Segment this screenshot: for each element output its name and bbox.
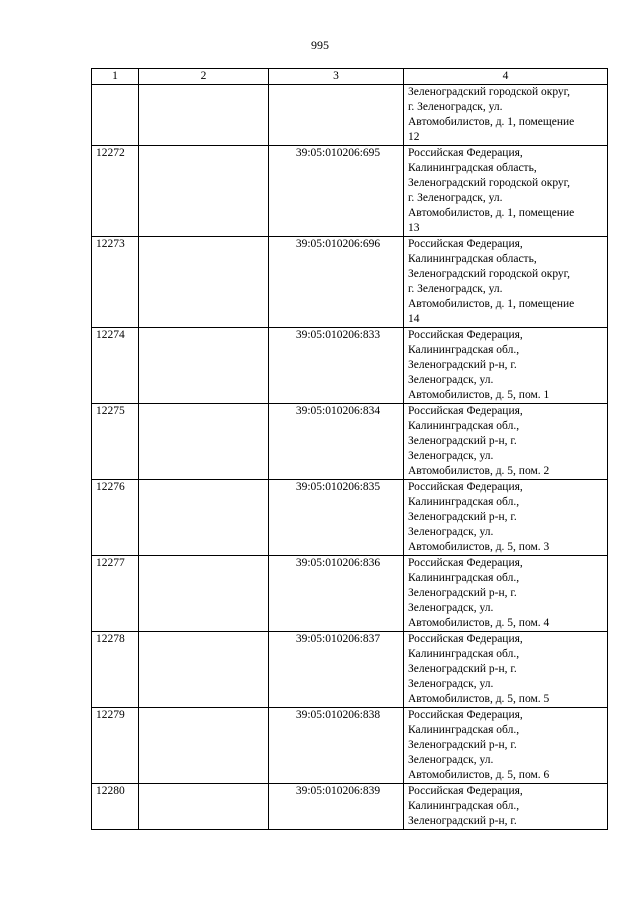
table-header <box>92 69 608 85</box>
cadastral-number-cell: 39:05:010206:837 <box>269 632 404 708</box>
address-line: Зеленоградский городской округ, <box>408 86 570 98</box>
table-body <box>92 85 608 830</box>
column-2-cell <box>139 146 269 237</box>
column-2-cell <box>139 328 269 404</box>
address-line: Зеленоградск, ул. <box>408 526 494 538</box>
address-cell <box>404 404 608 480</box>
column-header-2: 2 <box>139 69 269 85</box>
row-number-cell: 12275 <box>92 404 139 480</box>
address-cell <box>404 85 608 146</box>
address-line: Калининградская обл., <box>408 648 520 660</box>
address-line: Зеленоградский р-н, г. <box>408 663 517 675</box>
address-line: Зеленоградск, ул. <box>408 602 494 614</box>
address-line: Зеленоградский р-н, г. <box>408 587 517 599</box>
address-line: Зеленоградский городской округ, <box>408 268 570 280</box>
column-header-1: 1 <box>92 69 139 85</box>
address-line: Российская Федерация, <box>408 481 523 493</box>
address-cell <box>404 632 608 708</box>
table-row <box>92 85 608 146</box>
page-number: 995 <box>311 38 329 52</box>
table-row <box>92 708 608 784</box>
column-2-cell <box>139 708 269 784</box>
cadastral-number-cell: 39:05:010206:696 <box>269 237 404 328</box>
cadastral-number-cell: 39:05:010206:695 <box>269 146 404 237</box>
address-line: Калининградская обл., <box>408 800 520 812</box>
address-line: 12 <box>408 131 420 143</box>
address-line: Калининградская обл., <box>408 724 520 736</box>
column-2-cell <box>139 237 269 328</box>
address-line: Зеленоградский р-н, г. <box>408 435 517 447</box>
address-cell <box>404 784 608 830</box>
address-line: Российская Федерация, <box>408 238 523 250</box>
column-2-cell <box>139 632 269 708</box>
table-row <box>92 632 608 708</box>
address-line: Калининградская обл., <box>408 420 520 432</box>
column-2-cell <box>139 404 269 480</box>
address-line: Калининградская обл., <box>408 572 520 584</box>
address-line: Российская Федерация, <box>408 329 523 341</box>
row-number-cell: 12273 <box>92 237 139 328</box>
header-row <box>92 69 608 85</box>
registry-table <box>91 68 608 830</box>
address-line: Автомобилистов, д. 5, пом. 4 <box>408 617 550 629</box>
table-row <box>92 146 608 237</box>
address-line: Российская Федерация, <box>408 147 523 159</box>
row-number-cell: 12278 <box>92 632 139 708</box>
address-line: Зеленоградск, ул. <box>408 374 494 386</box>
address-line: Автомобилистов, д. 5, пом. 3 <box>408 541 550 553</box>
cadastral-number-cell: 39:05:010206:838 <box>269 708 404 784</box>
address-line: Зеленоградский р-н, г. <box>408 739 517 751</box>
cadastral-number-cell: 39:05:010206:836 <box>269 556 404 632</box>
column-header-4: 4 <box>404 69 608 85</box>
address-line: Зеленоградский городской округ, <box>408 177 570 189</box>
cadastral-number-cell: 39:05:010206:839 <box>269 784 404 830</box>
address-line: Калининградская обл., <box>408 496 520 508</box>
address-line: Автомобилистов, д. 1, помещение <box>408 298 575 310</box>
address-line: г. Зеленоградск, ул. <box>408 192 503 204</box>
address-line: Зеленоградский р-н, г. <box>408 815 517 827</box>
address-line: Зеленоградск, ул. <box>408 450 494 462</box>
row-number-cell: 12276 <box>92 480 139 556</box>
address-cell <box>404 237 608 328</box>
column-2-cell <box>139 480 269 556</box>
address-line: Зеленоградск, ул. <box>408 678 494 690</box>
cadastral-number-cell: 39:05:010206:834 <box>269 404 404 480</box>
address-cell <box>404 328 608 404</box>
address-line: Российская Федерация, <box>408 405 523 417</box>
address-line: г. Зеленоградск, ул. <box>408 101 503 113</box>
address-line: Калининградская обл., <box>408 344 520 356</box>
address-line: Автомобилистов, д. 1, помещение <box>408 116 575 128</box>
table-row <box>92 480 608 556</box>
address-line: Российская Федерация, <box>408 633 523 645</box>
address-line: Российская Федерация, <box>408 709 523 721</box>
table-row <box>92 556 608 632</box>
table-row <box>92 404 608 480</box>
row-number-cell <box>92 85 139 146</box>
table-row <box>92 328 608 404</box>
address-line: Калининградская область, <box>408 162 537 174</box>
column-2-cell <box>139 556 269 632</box>
address-line: 14 <box>408 313 420 325</box>
address-line: Автомобилистов, д. 5, пом. 6 <box>408 769 550 781</box>
column-2-cell <box>139 784 269 830</box>
column-header-3: 3 <box>269 69 404 85</box>
row-number-cell: 12279 <box>92 708 139 784</box>
address-line: Зеленоградск, ул. <box>408 754 494 766</box>
address-line: Автомобилистов, д. 5, пом. 5 <box>408 693 550 705</box>
cadastral-number-cell: 39:05:010206:835 <box>269 480 404 556</box>
address-line: Зеленоградский р-н, г. <box>408 359 517 371</box>
row-number-cell: 12274 <box>92 328 139 404</box>
address-line: 13 <box>408 222 420 234</box>
address-line: Российская Федерация, <box>408 557 523 569</box>
address-cell <box>404 146 608 237</box>
row-number-cell: 12277 <box>92 556 139 632</box>
cadastral-number-cell: 39:05:010206:833 <box>269 328 404 404</box>
table-row <box>92 237 608 328</box>
row-number-cell: 12272 <box>92 146 139 237</box>
address-line: г. Зеленоградск, ул. <box>408 283 503 295</box>
address-cell <box>404 556 608 632</box>
address-line: Калининградская область, <box>408 253 537 265</box>
address-cell <box>404 480 608 556</box>
address-line: Автомобилистов, д. 1, помещение <box>408 207 575 219</box>
address-line: Российская Федерация, <box>408 785 523 797</box>
cadastral-number-cell <box>269 85 404 146</box>
column-2-cell <box>139 85 269 146</box>
table-row <box>92 784 608 830</box>
address-line: Автомобилистов, д. 5, пом. 1 <box>408 389 550 401</box>
row-number-cell: 12280 <box>92 784 139 830</box>
address-line: Зеленоградский р-н, г. <box>408 511 517 523</box>
address-line: Автомобилистов, д. 5, пом. 2 <box>408 465 550 477</box>
address-cell <box>404 708 608 784</box>
